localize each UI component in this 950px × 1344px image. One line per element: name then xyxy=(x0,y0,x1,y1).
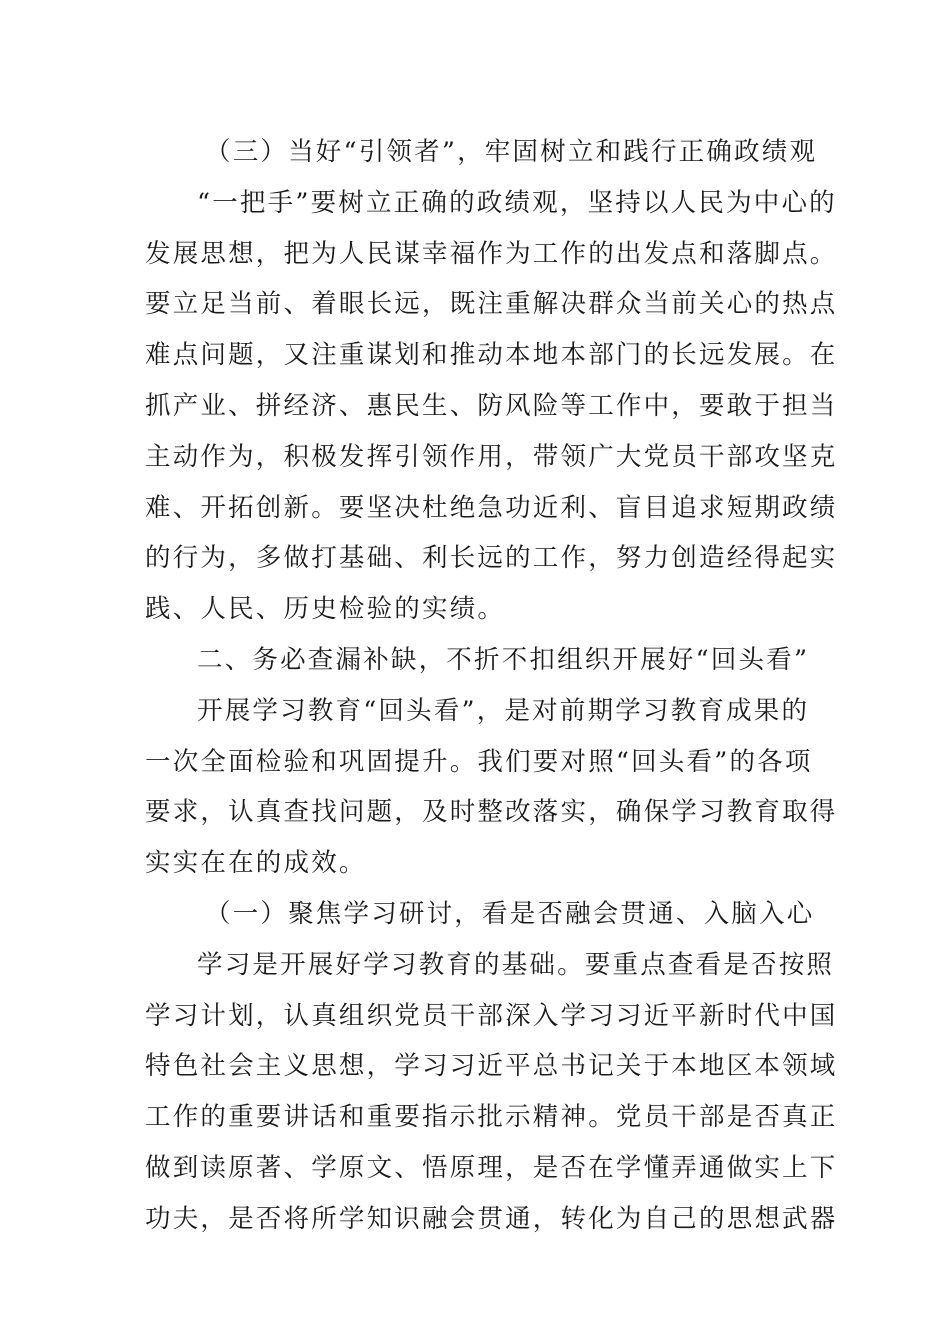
paragraph-line: 主动作为，积极发挥引领作用，带领广大党员干部攻坚克 xyxy=(145,441,838,472)
paragraph-line: 实实在在的成效。 xyxy=(145,848,367,879)
paragraph-line: 践、人民、历史检验的实绩。 xyxy=(145,594,506,625)
paragraph-line: 要求，认真查找问题，及时整改落实，确保学习教育取得 xyxy=(145,797,838,828)
paragraph-line: 的行为，多做打基础、利长远的工作，努力创造经得起实 xyxy=(145,543,838,574)
paragraph-line: 功夫，是否将所学知识融会贯通，转化为自己的思想武器 xyxy=(145,1203,838,1234)
paragraph-line: 抓产业、拼经济、惠民生、防风险等工作中，要敢于担当 xyxy=(145,390,838,421)
paragraph-line: 难、开拓创新。要坚决杜绝急功近利、盲目追求短期政绩 xyxy=(145,492,838,523)
paragraph-line: 特色社会主义思想，学习习近平总书记关于本地区本领域 xyxy=(145,1051,838,1082)
paragraph-line: 一次全面检验和巩固提升。我们要对照“回头看”的各项 xyxy=(145,746,813,777)
document-body xyxy=(145,127,838,1245)
paragraph-line: 要立足当前、着眼长远，既注重解决群众当前关心的热点 xyxy=(145,289,838,320)
section-heading-3: （三）当好“引领者”，牢固树立和践行正确政绩观 xyxy=(205,137,818,167)
paragraph-line: “一把手”要树立正确的政绩观，坚持以人民为中心的 xyxy=(197,187,837,218)
section-heading-2: 二、务必查漏补缺，不折不扣组织开展好“回头看” xyxy=(197,644,810,675)
paragraph-line: 学习是开展好学习教育的基础。要重点查看是否按照 xyxy=(197,949,835,980)
paragraph-line: 做到读原著、学原文、悟原理，是否在学懂弄通做实上下 xyxy=(145,1152,838,1183)
paragraph-line: 开展学习教育“回头看”，是对前期学习教育成果的 xyxy=(197,695,810,726)
paragraph-line: 工作的重要讲话和重要指示批示精神。党员干部是否真正 xyxy=(145,1102,838,1133)
paragraph-line: 发展思想，把为人民谋幸福作为工作的出发点和落脚点。 xyxy=(145,238,838,269)
section-heading-1: （一）聚焦学习研讨，看是否融会贯通、入脑入心 xyxy=(205,898,815,929)
paragraph-line: 难点问题，又注重谋划和推动本地本部门的长远发展。在 xyxy=(145,340,838,371)
paragraph-line: 学习计划，认真组织党员干部深入学习习近平新时代中国 xyxy=(145,1000,838,1031)
